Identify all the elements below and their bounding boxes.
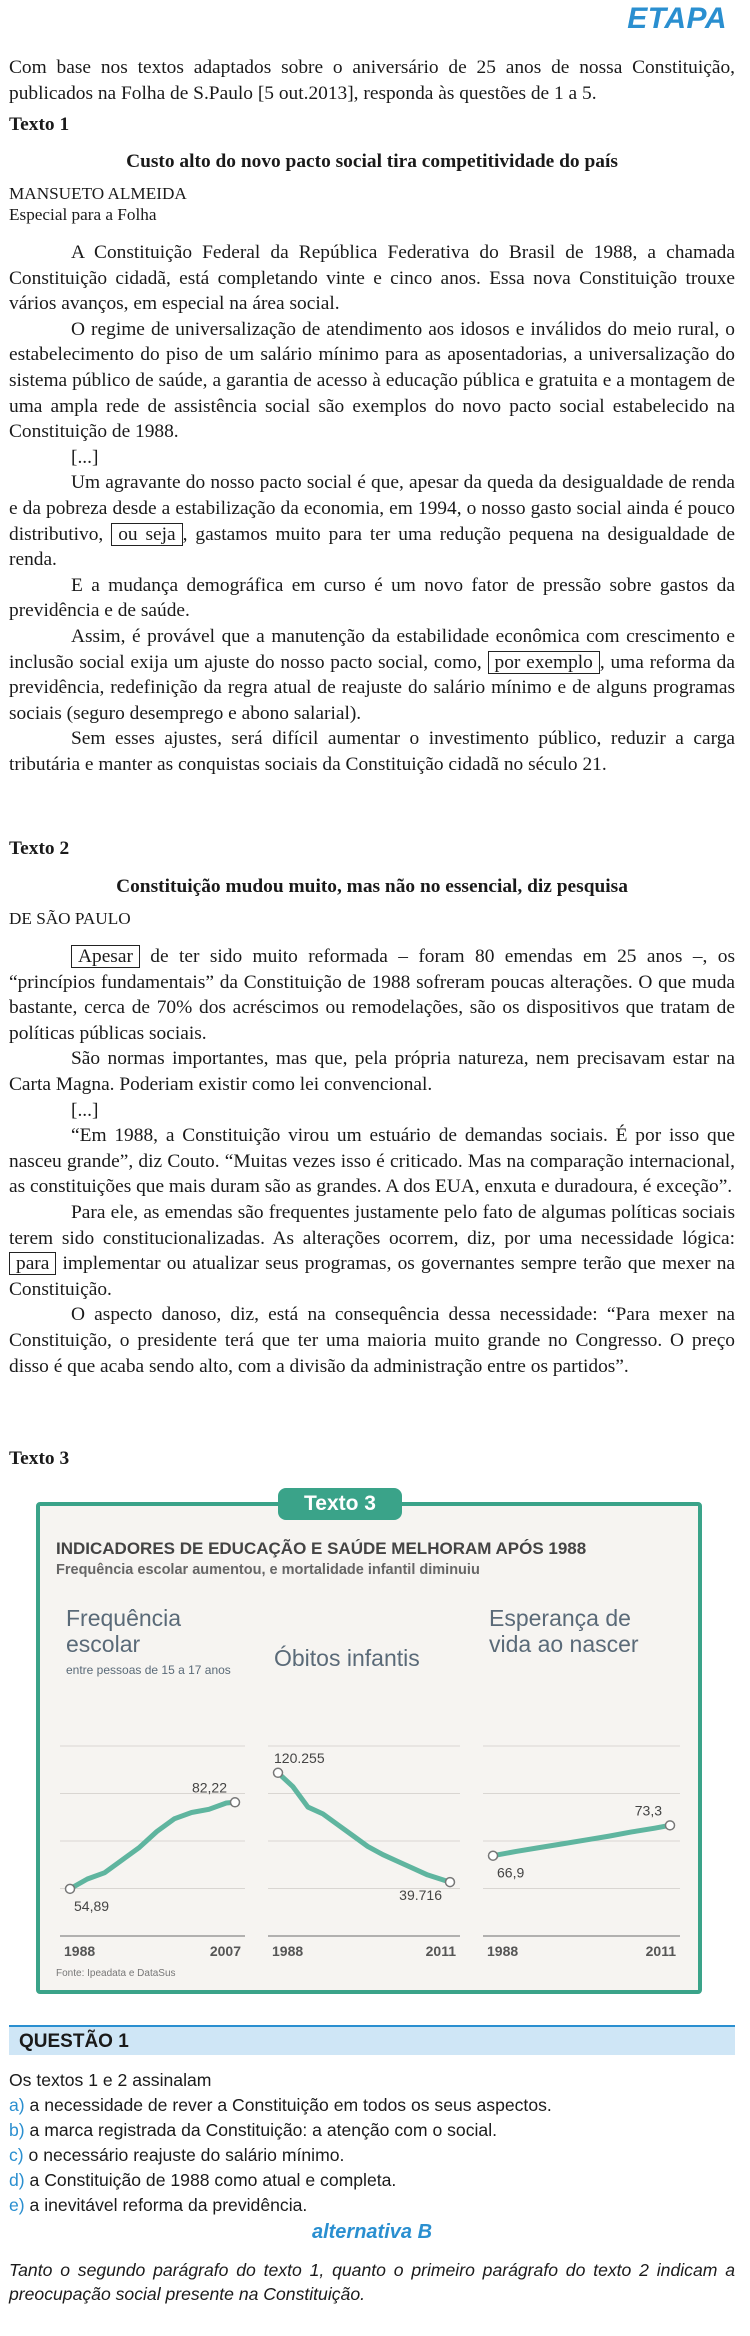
option-letter: d)	[9, 2170, 25, 2190]
texto1-p3: Um agravante do nosso pacto social é que, apesar da queda da desigualdade de renda e da pobreza desde a estabilização da economia, em 1994, o nosso gasto social ainda é pouco distributivo, ou seja , gastamos muito para ter uma redução pequena na desigualdade de renda.	[9, 472, 735, 571]
texto2-ellipsis: [...]	[71, 1099, 99, 1121]
end-label-1: 39.716	[399, 1887, 442, 1904]
panel-title-1: Óbitos infantis	[274, 1645, 420, 1671]
start-point-1	[274, 1768, 283, 1777]
option-b	[9, 2118, 735, 2143]
x-tick-0-start: 1988	[64, 1943, 96, 1959]
end-label-0: 82,22	[191, 1779, 227, 1796]
texto3-chart	[40, 1506, 698, 1990]
boxed-por-exemplo: por exemplo	[488, 651, 600, 674]
chart-title: INDICADORES DE EDUCAÇÃO E SAÚDE MELHORAM APÓS 1988	[56, 1539, 587, 1558]
chart-source: Fonte: Ipeadata e DataSus	[56, 1968, 176, 1979]
boxed-ou-seja: ou seja	[111, 523, 182, 546]
texto2-p4: Para ele, as emendas são frequentes justamente pelo fato de algumas políticas sociais terem sido constitucionalizadas. As alterações ocorrem, diz, por uma necessidade lógica: para implementar ou atualizar seus programas, os governantes sempre terão que mexer na Constituição.	[9, 1201, 735, 1300]
option-text: a inevitável reforma da previdência.	[24, 2195, 308, 2215]
chart-subtitle: Frequência escolar aumentou, e mortalidade infantil diminuiu	[56, 1562, 480, 1578]
panel-title-0: Frequência	[66, 1605, 182, 1631]
option-letter: e)	[9, 2195, 25, 2215]
x-tick-2-end: 2011	[645, 1943, 676, 1959]
option-text: a marca registrada da Constituição: a atenção com o social.	[24, 2120, 497, 2140]
option-text: o necessário reajuste do salário mínimo.	[23, 2145, 345, 2165]
texto1-author: MANSUETO ALMEIDA	[9, 184, 187, 203]
texto2-title: Constituição mudou muito, mas não no essencial, diz pesquisa	[116, 876, 628, 897]
option-letter: c)	[9, 2145, 24, 2165]
start-label-2: 66,9	[497, 1864, 525, 1881]
texto2-author: DE SÃO PAULO	[9, 909, 131, 928]
option-letter: a)	[9, 2095, 25, 2115]
brand-logo: ETAPA	[627, 2, 727, 35]
series-line-0	[70, 1802, 235, 1889]
texto1-p2: O regime de universalização de atendimento aos idosos e inválidos do meio rural, o estabelecimento do piso de um salário mínimo para as aposentadorias, a universalização do sistema público de saúde, a garantia de acesso à educação pública e gratuita e a montagem de uma ampla rede de assistência social são exemplos do novo pacto social estabelecido na Constituição de 1988.	[9, 318, 735, 443]
texto1-body	[9, 240, 735, 777]
texto2-body	[9, 944, 735, 1379]
panel-title-0: escolar	[66, 1631, 141, 1657]
texto1-title: Custo alto do novo pacto social tira competitividade do país	[126, 151, 618, 172]
start-label-0: 54,89	[74, 1897, 110, 1914]
end-point-1	[446, 1878, 455, 1887]
panel-title-2: vida ao nascer	[489, 1631, 639, 1657]
x-tick-2-start: 1988	[487, 1943, 519, 1959]
option-text: a necessidade de rever a Constituição em todos os seus aspectos.	[24, 2095, 552, 2115]
answer-explanation: Tanto o segundo parágrafo do texto 1, quanto o primeiro parágrafo do texto 2 indicam a preocupação social presente na Constituição.	[9, 2260, 735, 2304]
texto3-tag: Texto 3	[278, 1488, 402, 1520]
texto1-label: Texto 1	[9, 114, 70, 135]
end-point-2	[666, 1821, 675, 1830]
boxed-para: para	[9, 1252, 56, 1275]
texto1-ellipsis: [...]	[71, 446, 99, 468]
start-point-2	[489, 1851, 498, 1860]
texto1-author-role: Especial para a Folha	[9, 205, 157, 224]
intro-paragraph: Com base nos textos adaptados sobre o aniversário de 25 anos de nossa Constituição, publicados na Folha de S.Paulo [5 out.2013], responda às questões de 1 a 5.	[9, 57, 735, 104]
texto1-p6: Sem esses ajustes, será difícil aumentar o investimento público, reduzir a carga tributária e manter as conquistas sociais da Constituição cidadã no século 21.	[9, 728, 735, 775]
answer-label: alternativa B	[311, 2221, 433, 2243]
texto2-p1: Apesar de ter sido muito reformada – foram 80 emendas em 25 anos –, os “princípios fundamentais” da Constituição de 1988 sofreram poucas alterações. O que muda bastante, cerca de 70% dos acréscimos ou remodelações, são os dispositivos que tratam de políticas públicas sociais.	[9, 946, 735, 1044]
x-tick-0-end: 2007	[209, 1943, 241, 1959]
texto2-p2: São normas importantes, mas que, pela própria natureza, nem precisavam estar na Carta Magna. Poderiam existir como lei convencional.	[9, 1048, 735, 1095]
texto1-p1: A Constituição Federal da República Federativa do Brasil de 1988, a chamada Constituição cidadã, está completando vinte e cinco anos. Essa nova Constituição trouxe vários avanços, em especial na área social.	[9, 242, 735, 315]
end-label-2: 73,3	[634, 1802, 662, 1819]
question-stem: Os textos 1 e 2 assinalam	[9, 2070, 212, 2090]
panel-note-0: entre pessoas de 15 a 17 anos	[66, 1663, 231, 1677]
texto1-p4: E a mudança demográfica em curso é um novo fator de pressão sobre gastos da previdência e de saúde.	[9, 574, 735, 622]
option-a	[9, 2093, 735, 2118]
option-letter: b)	[9, 2120, 25, 2140]
question-header: QUESTÃO 1	[9, 2025, 735, 2055]
option-d	[9, 2168, 735, 2193]
option-text: a Constituição de 1988 como atual e completa.	[24, 2170, 397, 2190]
panel-title-2: Esperança de	[489, 1605, 631, 1631]
texto2-label: Texto 2	[9, 838, 70, 859]
texto3-chart-frame	[36, 1502, 702, 1994]
x-tick-1-end: 2011	[425, 1943, 456, 1959]
texto2-p3: “Em 1988, a Constituição virou um estuário de demandas sociais. É por isso que nasceu grande”, diz Couto. “Muitas vezes isso é criticado. Mas na comparação internacional, as constituições que mais duram são as grandes. A dos EUA, enxuta e duradoura, é exceção”.	[9, 1125, 735, 1198]
end-point-0	[231, 1798, 240, 1807]
option-e	[9, 2193, 735, 2218]
texto3-label: Texto 3	[9, 1448, 70, 1469]
x-tick-1-start: 1988	[272, 1943, 304, 1959]
start-point-0	[66, 1884, 75, 1893]
option-c	[9, 2143, 735, 2168]
start-label-1: 120.255	[274, 1749, 325, 1766]
question-options	[9, 2093, 735, 2218]
texto2-p5: O aspecto danoso, diz, está na consequência dessa necessidade: “Para mexer na Constituição, o presidente terá que ter uma maioria muito grande no Congresso. O preço disso é que acaba sendo alto, com a divisão da administração entre os partidos”.	[9, 1304, 735, 1377]
boxed-apesar: Apesar	[71, 945, 140, 968]
texto1-p5: Assim, é provável que a manutenção da estabilidade econômica com crescimento e inclusão social exija um ajuste do nosso pacto social, como, por exemplo , uma reforma da previdência, redefinição da regra atual de reajuste do salário mínimo e de alguns programas sociais (seguro desemprego e abono salarial).	[9, 625, 735, 724]
series-line-1	[278, 1773, 450, 1882]
